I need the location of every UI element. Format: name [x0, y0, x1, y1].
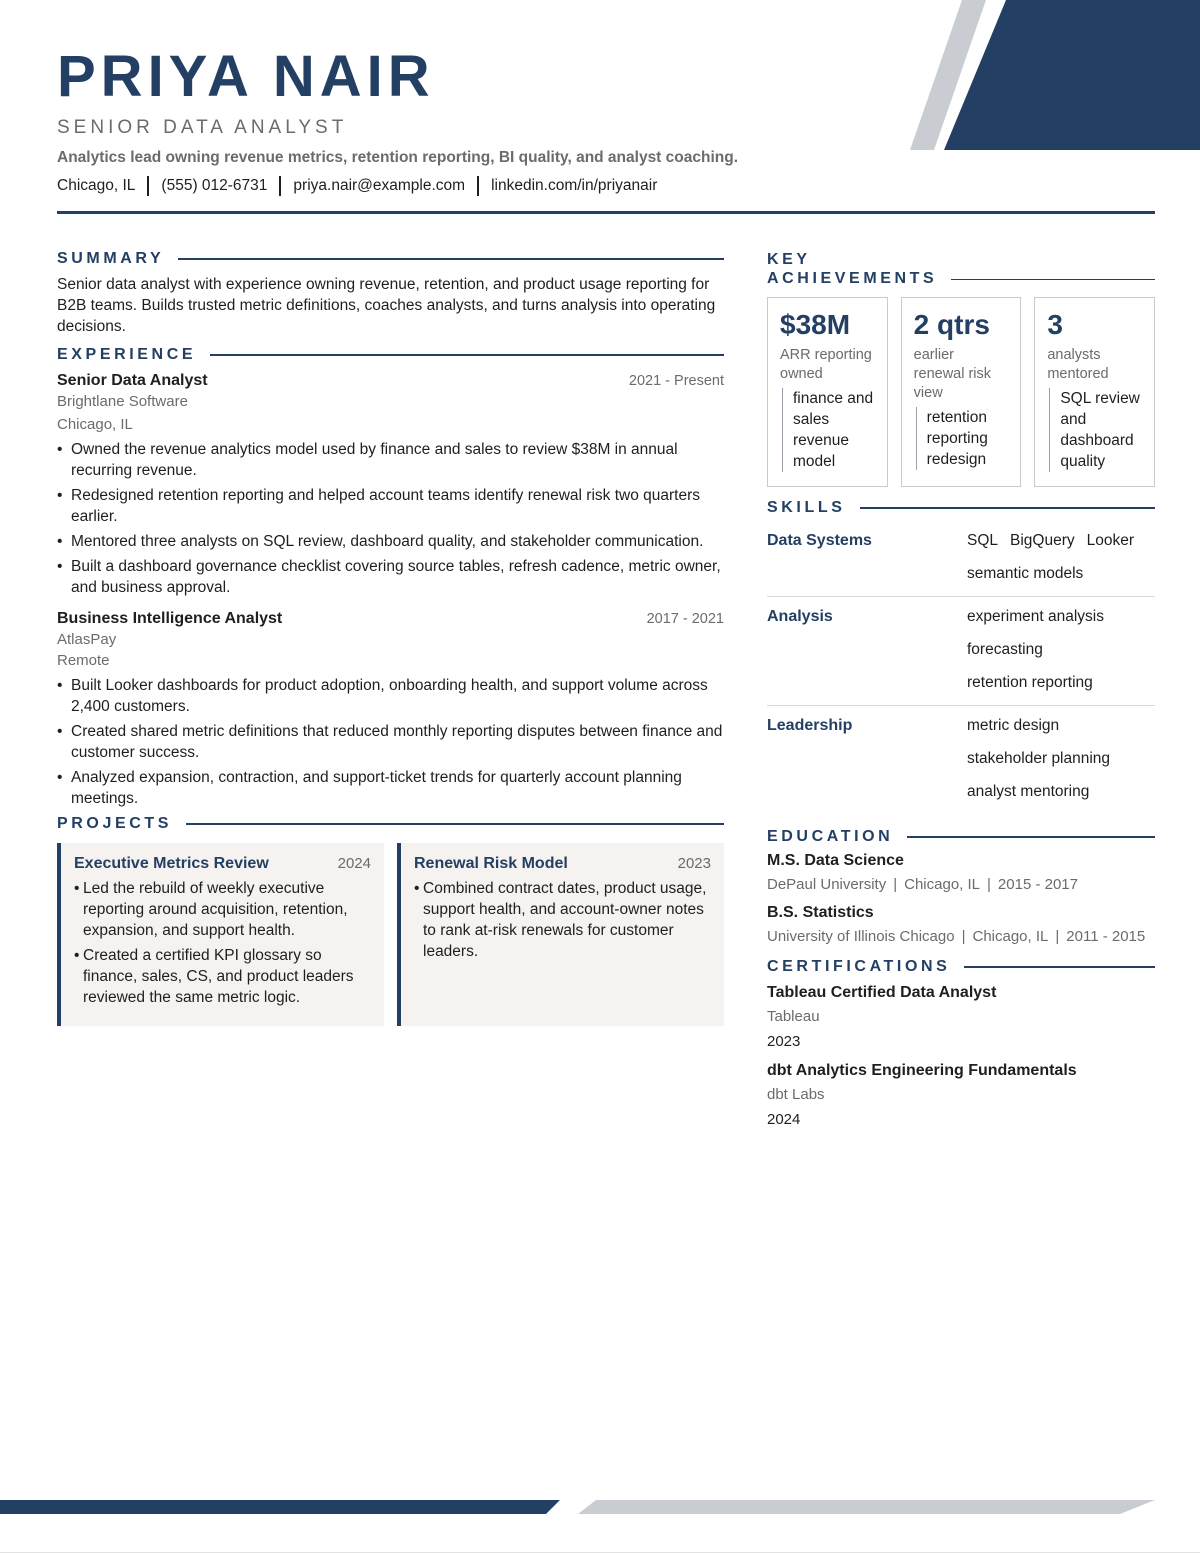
contact-separator	[477, 176, 479, 196]
job-entry	[57, 608, 724, 809]
education-school: University of Illinois Chicago	[767, 928, 955, 945]
meta-separator: |	[893, 876, 898, 893]
heading-rule	[860, 507, 1156, 509]
certifications-heading	[767, 958, 1155, 976]
projects-grid	[57, 843, 724, 1026]
job-location: Chicago, IL	[57, 416, 133, 433]
education-years: 2015 - 2017	[997, 876, 1078, 893]
certification-name: Tableau Certified Data Analyst	[767, 984, 997, 1001]
certification-issuer: dbt Labs	[767, 1086, 825, 1103]
job-bullets	[57, 675, 724, 809]
skill-group	[767, 706, 1155, 814]
achievement-detail: finance and sales revenue model	[782, 388, 875, 472]
project-bullets	[74, 878, 371, 1008]
list-item: • Redesigned retention reporting and helped account teams identify renewal risk two quarters earlier.	[57, 485, 724, 527]
meta-separator: |	[961, 928, 966, 945]
header-divider	[57, 211, 1155, 214]
certification-year: 2024	[767, 1111, 801, 1128]
summary-heading-label: SUMMARY	[57, 250, 165, 267]
achievement-detail: retention reporting redesign	[916, 407, 1009, 470]
candidate-tagline: Analytics lead owning revenue metrics, retention reporting, BI quality, and analyst coaching.	[57, 149, 739, 166]
list-item: • Created shared metric definitions that reduced monthly reporting disputes between finance and customer success.	[57, 721, 724, 763]
achievement-label: earlier renewal risk view	[913, 347, 992, 401]
heading-rule	[964, 966, 1155, 968]
candidate-title: SENIOR DATA ANALYST	[57, 117, 348, 138]
experience-heading	[57, 346, 724, 364]
meta-separator: |	[987, 876, 991, 893]
achievement-card	[901, 297, 1022, 487]
skill-group	[767, 597, 1155, 706]
certification-entry	[767, 1060, 1155, 1132]
skill-tag: Looker	[1086, 532, 1135, 549]
heading-rule	[210, 354, 724, 356]
skills-table	[767, 521, 1155, 814]
list-item: • Mentored three analysts on SQL review, dashboard quality, and stakeholder communication.	[57, 531, 724, 552]
skill-group	[767, 521, 1155, 597]
heading-rule	[951, 279, 1155, 281]
summary-heading	[57, 250, 724, 268]
education-school: DePaul University	[767, 876, 887, 893]
list-item: • Led the rebuild of weekly executive reporting around acquisition, retention, expansion, and support health.	[74, 878, 371, 941]
achievement-label: analysts mentored	[1047, 347, 1109, 382]
education-heading	[767, 828, 1155, 846]
skill-category: Analysis	[767, 608, 833, 625]
contact-phone: (555) 012-6731	[161, 177, 268, 194]
list-item: • Built Looker dashboards for product adoption, onboarding health, and support volume across 2,400 customers.	[57, 675, 724, 717]
project-title: Renewal Risk Model	[414, 855, 568, 872]
education-entry	[767, 850, 1155, 896]
job-bullets	[57, 439, 724, 598]
job-company: Brightlane Software	[57, 393, 188, 410]
skill-tag: stakeholder planning	[967, 750, 1111, 767]
education-location: Chicago, IL	[904, 876, 981, 893]
certifications-heading-label: CERTIFICATIONS	[767, 958, 951, 975]
heading-rule	[186, 823, 724, 825]
projects-heading	[57, 815, 724, 833]
skill-tag: forecasting	[967, 641, 1043, 658]
achievement-value: 3	[1047, 309, 1063, 340]
skill-tag: retention reporting	[967, 674, 1093, 691]
skills-heading-label: SKILLS	[767, 499, 846, 516]
skill-tag: BigQuery	[1010, 532, 1075, 549]
education-years: 2011 - 2015	[1066, 928, 1146, 945]
achievement-value: 2 qtrs	[913, 309, 990, 340]
job-title: Business Intelligence Analyst	[57, 610, 283, 627]
achievements-heading	[767, 250, 1155, 288]
certification-year: 2023	[767, 1033, 801, 1050]
achievements-heading-line2: ACHIEVEMENTS	[767, 270, 938, 287]
achievement-detail: SQL review and dashboard quality	[1049, 388, 1142, 472]
corner-decoration-bottom	[0, 1498, 1200, 1516]
certification-entry	[767, 982, 1155, 1054]
job-dates: 2017 - 2021	[646, 611, 724, 627]
skill-category: Leadership	[767, 717, 853, 734]
education-meta	[767, 926, 1155, 948]
contact-location: Chicago, IL	[57, 177, 136, 194]
projects-heading-label: PROJECTS	[57, 815, 173, 832]
achievement-card	[1034, 297, 1155, 487]
heading-rule	[907, 836, 1155, 838]
job-company: AtlasPay	[57, 631, 117, 648]
achievement-label: ARR reporting owned	[780, 347, 872, 382]
contact-email[interactable]: priya.nair@example.com	[293, 177, 466, 194]
job-entry	[57, 370, 724, 598]
achievement-cards	[767, 297, 1155, 487]
job-dates: 2021 - Present	[628, 373, 724, 389]
skill-tag: experiment analysis	[967, 608, 1104, 625]
list-item: • Created a certified KPI glossary so finance, sales, CS, and product leaders reviewed the same metric logic.	[74, 945, 371, 1008]
project-title: Executive Metrics Review	[74, 855, 269, 872]
education-degree: M.S. Data Science	[767, 852, 904, 869]
heading-rule	[178, 258, 724, 260]
contact-separator	[147, 176, 149, 196]
achievement-value: $38M	[780, 309, 851, 340]
project-year: 2024	[337, 855, 371, 872]
project-card	[397, 843, 724, 1026]
achievement-card	[767, 297, 888, 487]
list-item: • Built a dashboard governance checklist covering source tables, refresh cadence, metric owner, and business approval.	[57, 556, 724, 598]
certification-issuer: Tableau	[767, 1008, 820, 1025]
job-location: Remote	[57, 652, 110, 669]
project-card	[57, 843, 384, 1026]
summary-text: Senior data analyst with experience owning revenue, retention, and product usage reporting for B2B teams. Builds trusted metric definitions, coaches analysts, and turns analysis into operating decisions.	[57, 276, 716, 335]
skill-items	[967, 600, 1155, 699]
certification-name: dbt Analytics Engineering Fundamentals	[767, 1062, 1077, 1079]
contact-line	[57, 176, 1157, 196]
contact-linkedin[interactable]: linkedin.com/in/priyanair	[491, 177, 658, 194]
skills-heading	[767, 499, 1155, 517]
skill-items	[967, 709, 1155, 808]
education-degree: B.S. Statistics	[767, 904, 874, 921]
meta-separator: |	[1055, 928, 1060, 945]
education-heading-label: EDUCATION	[767, 828, 894, 845]
education-meta	[767, 874, 1155, 896]
education-entry	[767, 902, 1155, 948]
list-item: • Combined contract dates, product usage, support health, and account-owner notes to rank at-risk renewals for customer leaders.	[414, 878, 711, 962]
skill-items	[967, 524, 1155, 590]
skill-tag: analyst mentoring	[967, 783, 1090, 800]
left-column	[57, 250, 724, 1026]
candidate-name: PRIYA NAIR	[57, 44, 435, 109]
resume-header	[57, 44, 1157, 196]
project-bullets	[414, 878, 711, 962]
project-year: 2023	[677, 855, 711, 872]
contact-separator	[279, 176, 281, 196]
experience-heading-label: EXPERIENCE	[57, 346, 197, 363]
skill-tag: semantic models	[967, 565, 1084, 582]
job-title: Senior Data Analyst	[57, 372, 208, 389]
education-location: Chicago, IL	[972, 928, 1049, 945]
skill-tag: metric design	[967, 717, 1060, 734]
skill-category: Data Systems	[767, 532, 872, 549]
list-item: • Owned the revenue analytics model used by finance and sales to review $38M in annual recurring revenue.	[57, 439, 724, 481]
achievements-heading-line1: KEY	[767, 251, 811, 268]
skill-tag: SQL	[967, 532, 999, 549]
right-column	[767, 250, 1155, 1132]
list-item: • Analyzed expansion, contraction, and support-ticket trends for quarterly account planning meetings.	[57, 767, 724, 809]
